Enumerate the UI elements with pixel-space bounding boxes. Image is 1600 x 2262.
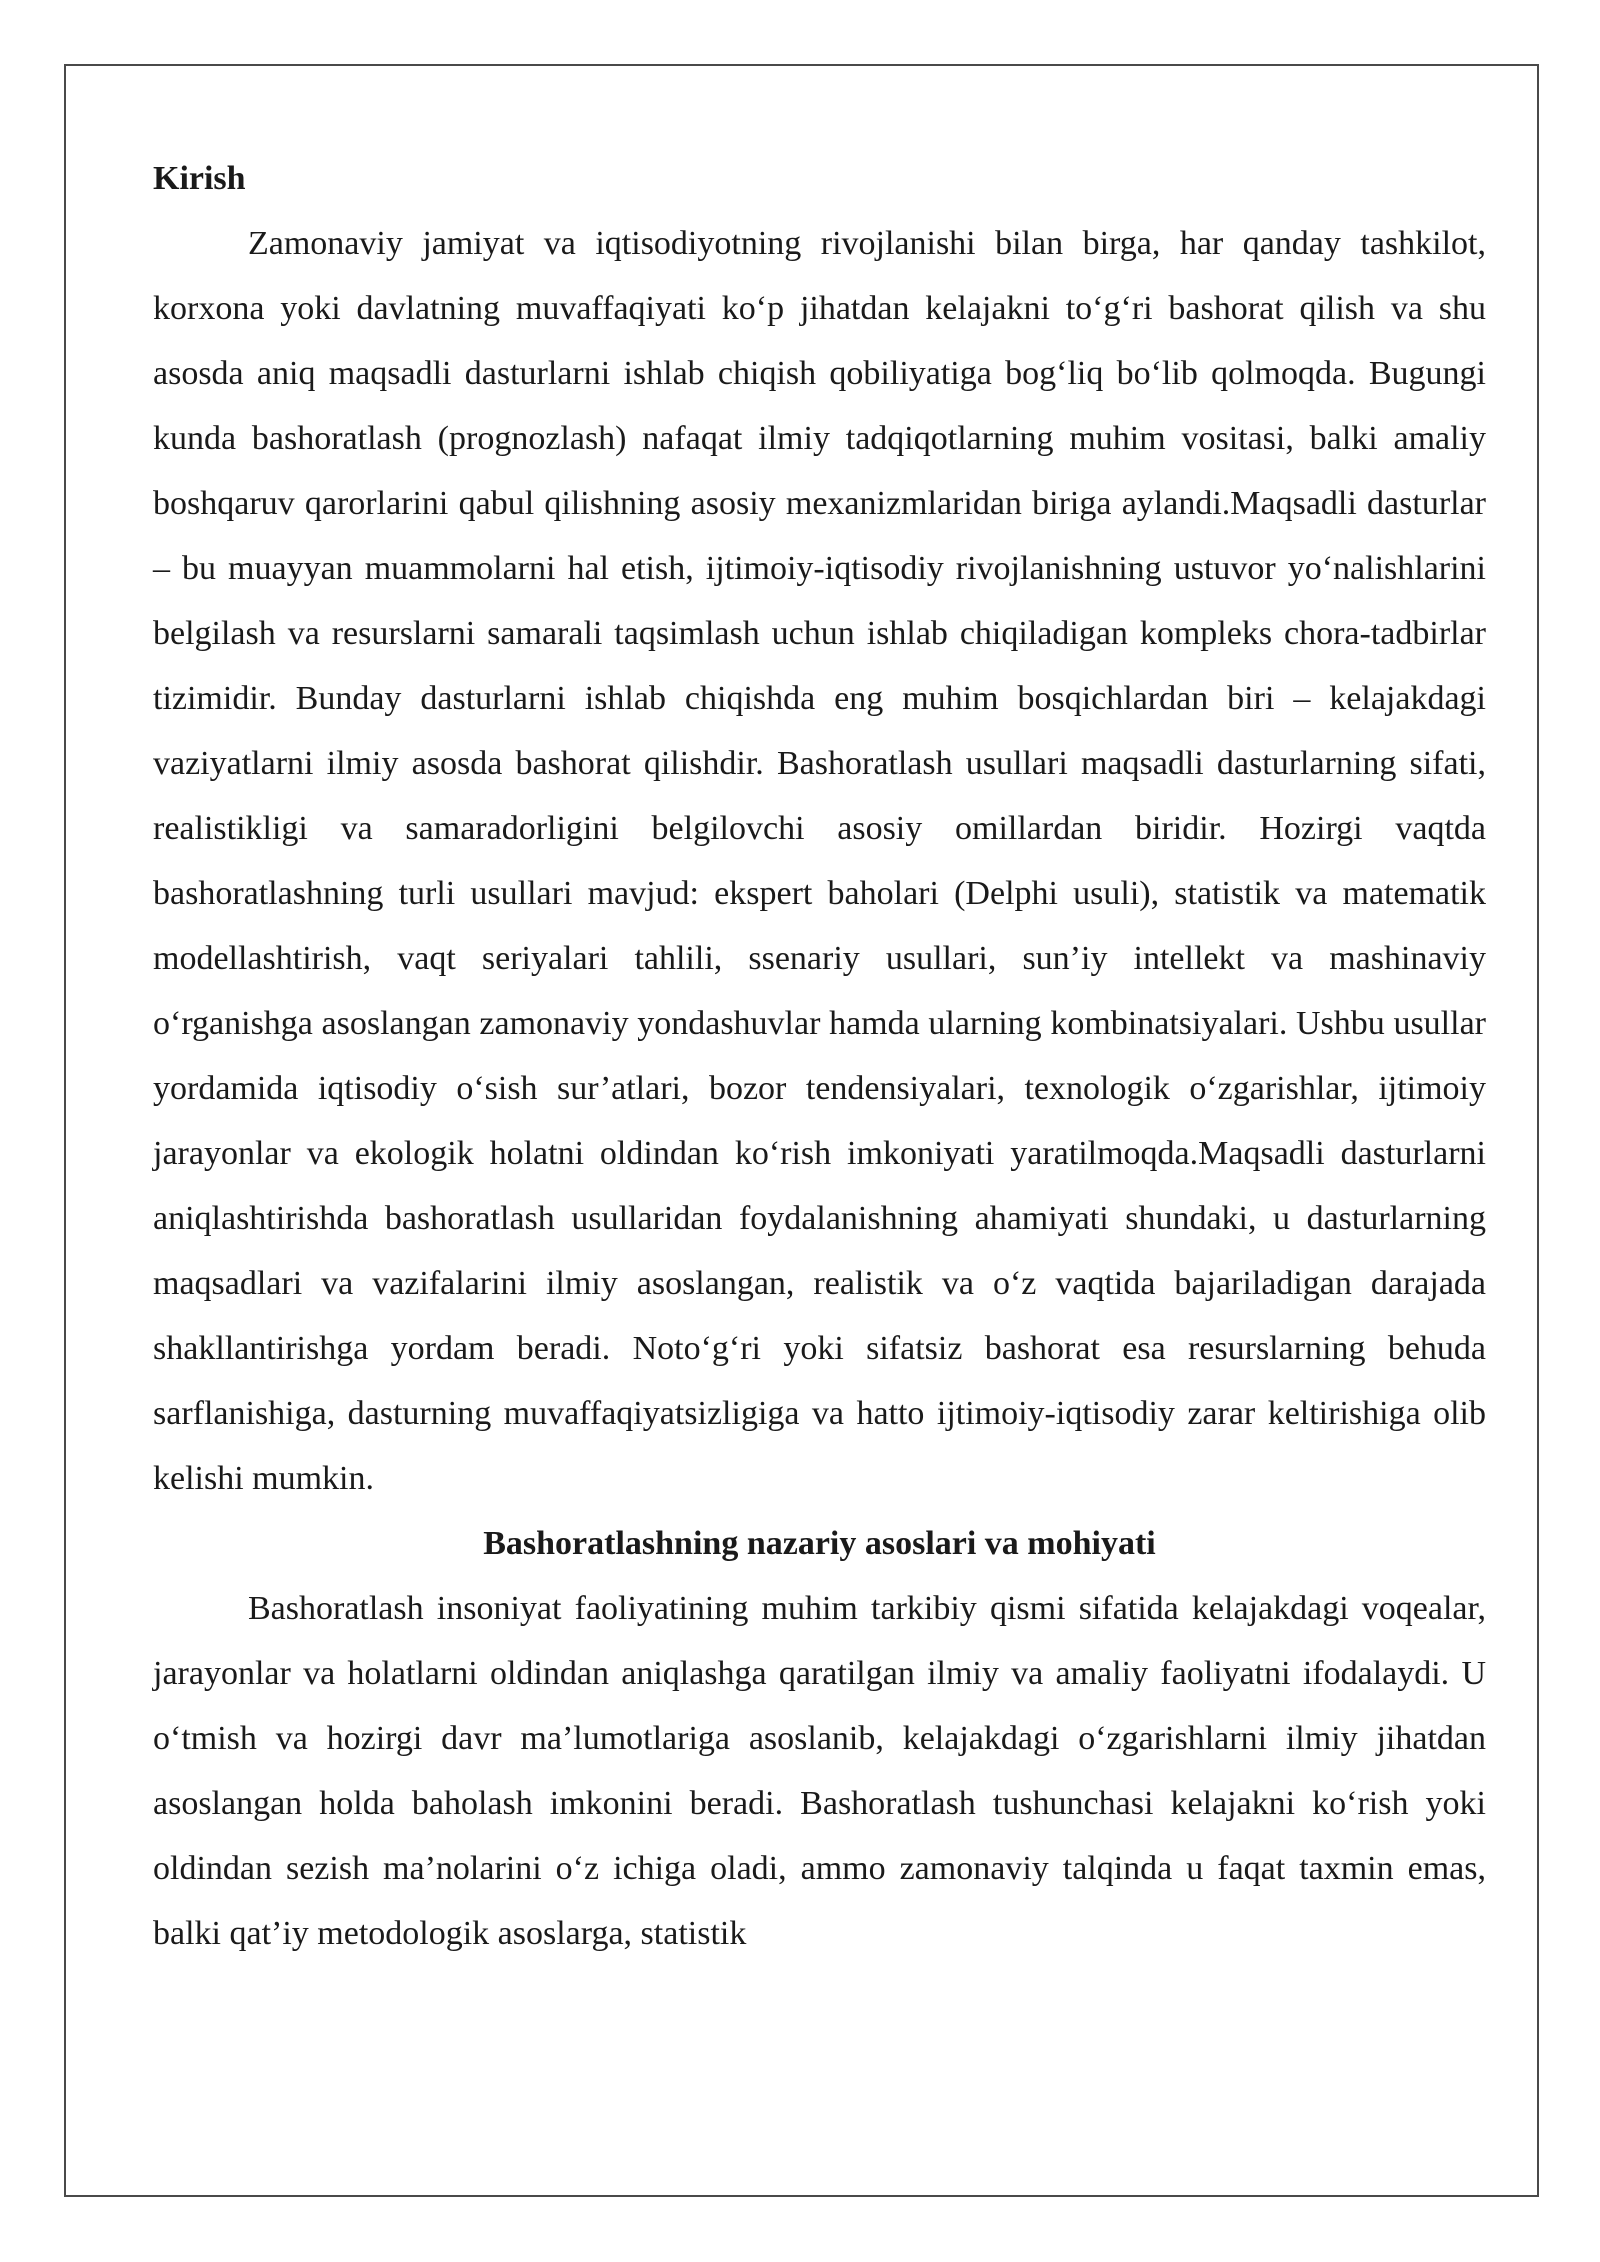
section-paragraph: Bashoratlash insoniyat faoliyatining muhim tarkibiy qismi sifatida kelajakdagi voqealar, jarayonlar va holatlarni oldindan aniqlashga qaratilgan ilmiy va amaliy faoliyatni ifodalaydi. U o‘tmish va hozirgi davr ma’lumotlariga asoslanib, kelajakdagi o‘zgarishlarni ilmiy jihatdan asoslangan holda baholash imkonini beradi. Bashoratlash tushunchasi kelajakni ko‘rish yoki oldindan sezish ma’nolarini o‘z ichiga oladi, ammo zamonaviy talqinda u faqat taxmin emas, balki qat’iy metodologik asoslarga, statistik: [153, 1590, 1486, 1952]
intro-heading: Kirish: [153, 160, 246, 197]
intro-paragraph: Zamonaviy jamiyat va iqtisodiyotning rivojlanishi bilan birga, har qanday tashkilot, korxona yoki davlatning muvaffaqiyati ko‘p jihatdan kelajakni to‘g‘ri bashorat qilish va shu asosda aniq maqsadli dasturlarni ishlab chiqish qobiliyatiga bog‘liq bo‘lib qolmoqda. Bugungi kunda bashoratlash (prognozlash) nafaqat ilmiy tadqiqotlarning muhim vositasi, balki amaliy boshqaruv qarorlarini qabul qilishning asosiy mexanizmlaridan biriga aylandi.Maqsadli dasturlar – bu muayyan muammolarni hal etish, ijtimoiy-iqtisodiy rivojlanishning ustuvor yo‘nalishlarini belgilash va resurslarni samarali taqsimlash uchun ishlab chiqiladigan kompleks chora-tadbirlar tizimidir. Bunday dasturlarni ishlab chiqishda eng muhim bosqichlardan biri – kelajakdagi vaziyatlarni ilmiy asosda bashorat qilishdir. Bashoratlash usullari maqsadli dasturlarning sifati, realistikligi va samaradorligini belgilovchi asosiy omillardan biridir. Hozirgi vaqtda bashoratlashning turli usullari mavjud: ekspert baholari (Delphi usuli), statistik va matematik modellashtirish, vaqt seriyalari tahlili, ssenariy usullari, sun’iy intellekt va mashinaviy o‘rganishga asoslangan zamonaviy yondashuvlar hamda ularning kombinatsiyalari. Ushbu usullar yordamida iqtisodiy o‘sish sur’atlari, bozor tendensiyalari, texnologik o‘zgarishlar, ijtimoiy jarayonlar va ekologik holatni oldindan ko‘rish imkoniyati yaratilmoqda.Maqsadli dasturlarni aniqlashtirishda bashoratlash usullaridan foydalanishning ahamiyati shundaki, u dasturlarning maqsadlari va vazifalarini ilmiy asoslangan, realistik va o‘z vaqtida bajariladigan darajada shakllantirishga yordam beradi. Noto‘g‘ri yoki sifatsiz bashorat esa resurslarning behuda sarflanishiga, dasturning muvaffaqiyatsizligiga va hatto ijtimoiy-iqtisodiy zarar keltirishiga olib kelishi mumkin.: [153, 225, 1486, 1497]
document-body: [153, 146, 1486, 1966]
section-heading: Bashoratlashning nazariy asoslari va mohiyati: [483, 1525, 1156, 1562]
